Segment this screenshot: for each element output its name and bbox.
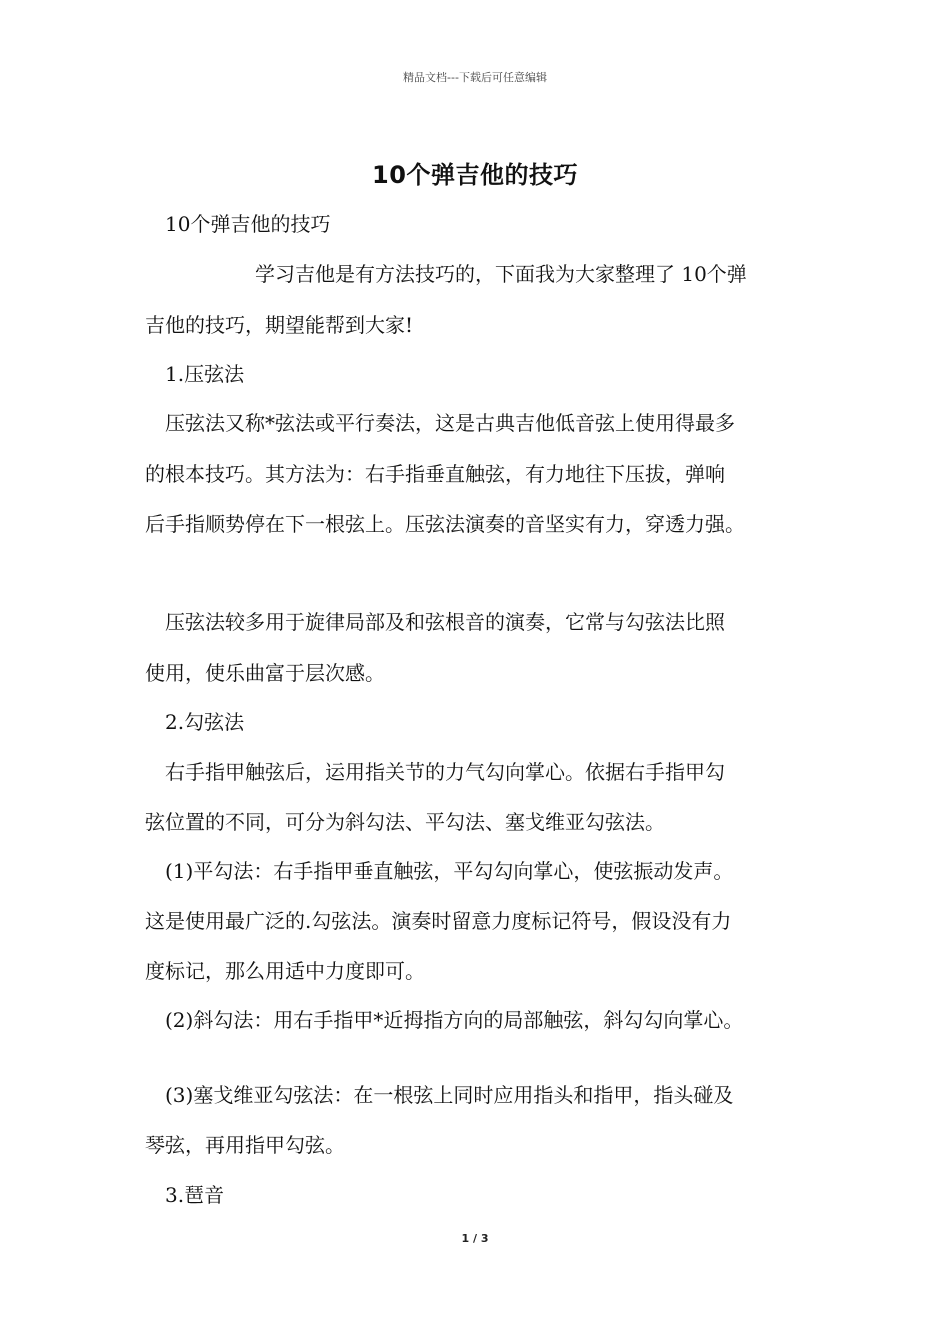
section-heading-2: 2.勾弦法 <box>165 710 245 734</box>
body-line: 压弦法又称*弦法或平行奏法，这是古典吉他低音弦上使用得最多 <box>165 411 735 435</box>
body-line: 使用，使乐曲富于层次感。 <box>145 661 385 685</box>
header-note: 精品文档---下载后可任意编辑 <box>403 71 547 84</box>
body-line: 这是使用最广泛的.勾弦法。演奏时留意力度标记符号，假设没有力 <box>145 909 732 933</box>
page-number: 1 / 3 <box>461 1232 489 1245</box>
body-line: (3)塞戈维亚勾弦法：在一根弦上同时应用指头和指甲，指头碰及 <box>165 1083 734 1107</box>
body-line: 右手指甲触弦后，运用指关节的力气勾向掌心。依据右手指甲勾 <box>165 760 725 784</box>
section-heading-1: 1.压弦法 <box>165 362 245 386</box>
body-line: 的根本技巧。其方法为：右手指垂直触弦，有力地往下压拔，弹响 <box>145 462 725 486</box>
intro-line-1: 学习吉他是有方法技巧的，下面我为大家整理了 10个弹 <box>255 262 747 286</box>
body-line: 压弦法较多用于旋律局部及和弦根音的演奏，它常与勾弦法比照 <box>165 610 725 634</box>
body-line: 弦位置的不同，可分为斜勾法、平勾法、塞戈维亚勾弦法。 <box>145 810 665 834</box>
document-title: 10个弹吉他的技巧 <box>372 161 578 189</box>
body-line: (1)平勾法：右手指甲垂直触弦，平勾勾向掌心，使弦振动发声。 <box>165 859 734 883</box>
subtitle-line: 10个弹吉他的技巧 <box>165 212 331 236</box>
body-line: 度标记，那么用适中力度即可。 <box>145 959 425 983</box>
body-line: 后手指顺势停在下一根弦上。压弦法演奏的音坚实有力，穿透力强。 <box>145 512 745 536</box>
section-heading-3: 3.琶音 <box>165 1183 225 1207</box>
intro-line-2: 吉他的技巧，期望能帮到大家! <box>145 313 414 337</box>
body-line: 琴弦，再用指甲勾弦。 <box>145 1133 345 1157</box>
body-line: (2)斜勾法：用右手指甲*近拇指方向的局部触弦，斜勾勾向掌心。 <box>165 1008 744 1032</box>
